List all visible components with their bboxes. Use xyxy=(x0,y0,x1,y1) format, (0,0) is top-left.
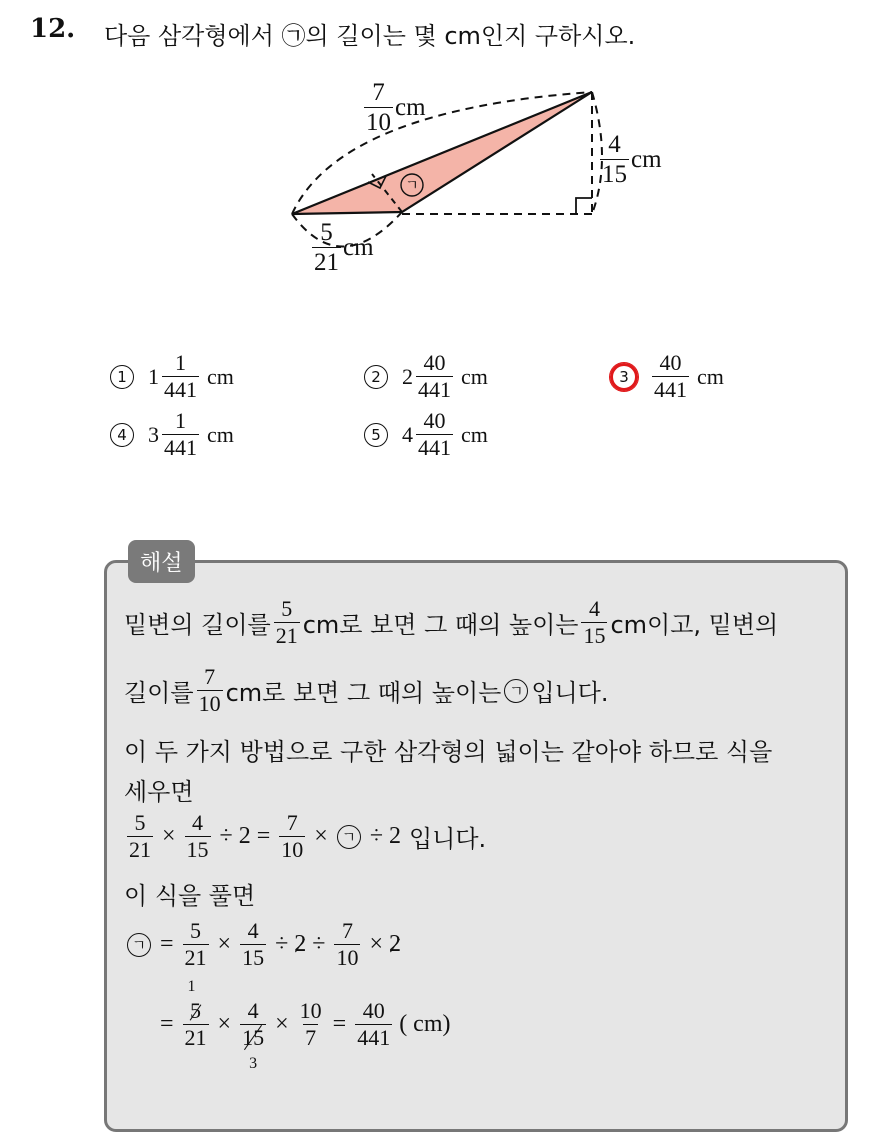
mark-label: ㄱ xyxy=(405,178,419,194)
question-number: 12. xyxy=(30,14,76,44)
solution-line-3: 이 두 가지 방법으로 구한 삼각형의 넓이는 같아야 하므로 식을 xyxy=(124,738,773,766)
choice-number: 1 xyxy=(110,365,134,389)
choice-2[interactable]: 2 2 $\frac{40}{441}$ cm xyxy=(364,352,488,401)
equation-1: $\frac{5}{21}$ × $\frac{4}{15}$ ÷ 2 = $\frac{7}{10}$ × ㄱ ÷ 2 입니다. xyxy=(129,810,487,862)
label-top: $\frac{7}{10}$ cm xyxy=(366,79,426,136)
circle-mark: ㄱ xyxy=(504,679,528,703)
choice-number: 4 xyxy=(110,423,134,447)
circle-mark: ㄱ xyxy=(127,933,151,957)
solution-line-4: 세우면 xyxy=(124,778,194,806)
choice-number-selected: 3 xyxy=(610,363,638,391)
equation-2: ㄱ = $\frac{5}{21}$ × $\frac{4}{15}$ ÷ 2 ÷ $\frac{7}{10}$ × 2 xyxy=(124,920,401,969)
choice-4[interactable]: 4 3 $\frac{1}{441}$ cm xyxy=(110,410,234,459)
solution-line-5: 이 식을 풀면 xyxy=(124,882,256,910)
triangle-shape xyxy=(292,92,592,214)
equation-3: = 1 $\frac{5}{21}$ × $\frac{4}{15}$ 3 × $\frac{10}{7}$ = $\frac{40}{441}$ ( cm) xyxy=(160,978,451,1072)
circle-mark: ㄱ xyxy=(337,825,361,849)
choice-number: 5 xyxy=(364,423,388,447)
question-text: 다음 삼각형에서 ㉠의 길이는 몇 cm인지 구하시오. xyxy=(104,22,636,50)
right-angle-base xyxy=(576,198,592,214)
choice-1[interactable]: 1 1 $\frac{1}{441}$ cm xyxy=(110,352,234,401)
solution-line-2: 길이를 $\frac{7}{10}$ cm로 보면 그 때의 높이는 ㄱ 입니다. xyxy=(124,664,609,716)
choice-3[interactable]: 3 $\frac{40}{441}$ cm xyxy=(610,352,724,401)
choice-5[interactable]: 5 4 $\frac{40}{441}$ cm xyxy=(364,410,488,459)
choice-number: 2 xyxy=(364,365,388,389)
solution-line-1: 밑변의 길이를 $\frac{5}{21}$ cm로 보면 그 때의 높이는 $\frac{4}{15}$ cm이고, 밑변의 xyxy=(124,596,779,648)
label-bottom: $\frac{5}{21}$ cm xyxy=(314,219,374,276)
label-right: $\frac{4}{15}$ cm xyxy=(602,131,662,188)
solution-tag: 해설 xyxy=(128,540,195,583)
